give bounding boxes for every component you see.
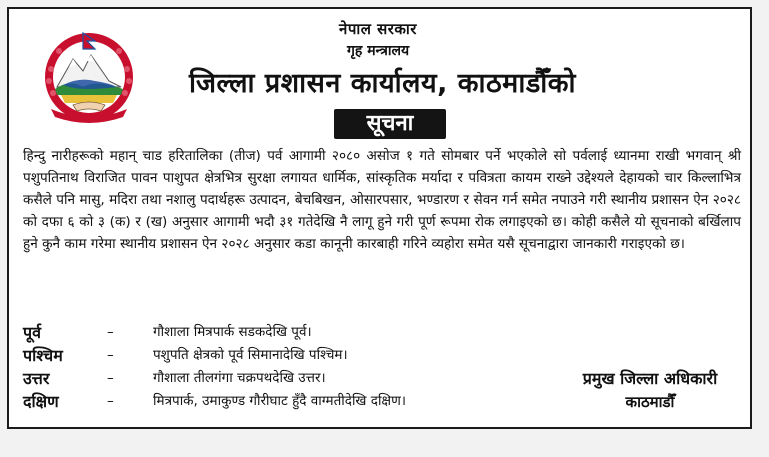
signature-block	[555, 367, 745, 413]
boundary-dash: –	[107, 324, 114, 340]
notice-badge: सूचना	[334, 109, 446, 139]
boundary-text: पशुपति क्षेत्रको पूर्व सिमानादेखि पश्चिम।	[153, 347, 348, 363]
signatory-place: काठमाडौँ	[625, 393, 675, 411]
boundary-row-north	[23, 367, 543, 390]
boundary-dash: –	[107, 393, 114, 409]
ministry-name: गृह मन्त्रालय	[347, 43, 410, 59]
boundary-dash: –	[107, 347, 114, 363]
boundary-row-east	[23, 321, 543, 344]
government-name: नेपाल सरकार	[339, 20, 417, 38]
boundary-text: गौशाला तीलगंगा चक्रपथदेखि उत्तर।	[153, 370, 326, 386]
boundary-dash: –	[107, 370, 114, 386]
nepal-emblem-icon	[39, 29, 139, 124]
boundary-direction: दक्षिण	[23, 392, 59, 411]
boundary-direction: पूर्व	[23, 323, 41, 342]
boundary-text: मित्रपार्क, उमाकुण्ड गौरीघाट हुँदै वाग्मतीदेखि दक्षिण।	[153, 393, 406, 409]
boundary-direction: पश्चिम	[23, 346, 63, 365]
boundary-row-south	[23, 390, 543, 413]
boundary-list	[23, 321, 543, 413]
signatory-title: प्रमुख जिल्ला अधिकारी	[582, 369, 718, 388]
boundary-row-west	[23, 344, 543, 367]
notice-body: हिन्दु नारीहरूको महान् चाड हरितालिका (तीज) पर्व आगामी २०८० असोज १ गते सोमबार पर्ने भएकोले सो पर्वलाई ध्यानमा राखी भगवान् श्री पशुपतिनाथ विराजित पावन पाशुपत क्षेत्रभित्र सुरक्षा लगायत धार्मिक, सांस्कृतिक मर्यादा र पवित्रता कायम राख्ने उद्देश्यले देहायको चार किल्लाभित्र कसैले पनि मासु, मदिरा तथा नशालु पदार्थहरू उत्पादन, बेचबिखन, ओसारपसार, भण्डारण र सेवन गर्न समेत नपाउने गरी स्थानीय प्रशासन ऐन २०२८ को दफा ६ को ३ (क) र (ख) अनुसार आगामी भदौ ३१ गतेदेखि नै लागू हुने गरी पूर्ण रूपमा रोक लगाइएको छ। कोही कसैले यो सूचनाको बर्खिलाप हुने कुनै काम गरेमा स्थानीय प्रशासन ऐन २०२८ अनुसार कडा कानूनी कारबाही गरिने व्यहोरा समेत यसै सूचनाद्वारा जानकारी गराइएको छ।	[23, 148, 741, 252]
notice-sheet	[7, 7, 752, 429]
office-title: जिल्ला प्रशासन कार्यालय, काठमाडौँको	[189, 68, 576, 99]
boundary-text: गौशाला मित्रपार्क सडकदेखि पूर्व।	[153, 324, 312, 340]
boundary-direction: उत्तर	[23, 369, 50, 388]
